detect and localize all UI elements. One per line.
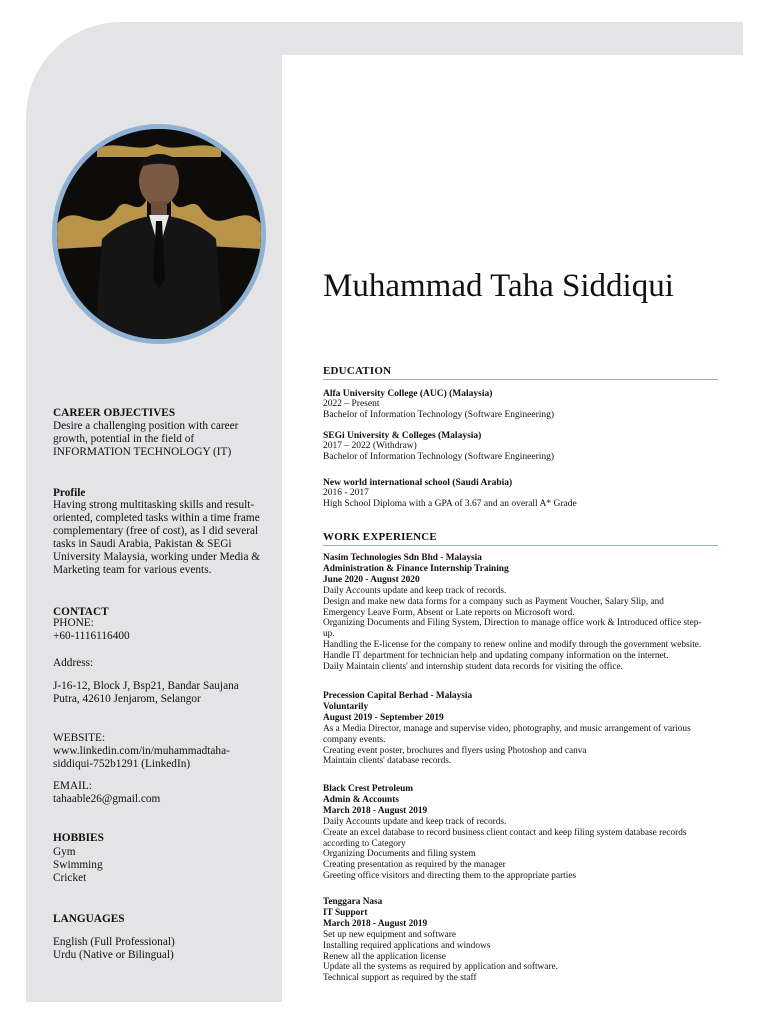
contact-phone: PHONE: +60-1116116400	[53, 617, 268, 643]
header-band	[282, 22, 743, 55]
job-entry-1: Nasim Technologies Sdn Bhd - Malaysia Administration & Finance Internship Training June 2020 - August 2020 Daily Accounts update and keep track of records. Design and make new data forms for a company such as Payment Voucher, Salary Slip, and Emergency Leave Form, Absent or Late reports on Microsoft word. Organizing Documents and Filing System, Direction to manage office work & Introduced office step- up. Handling the E-license for the company to renew online and modify through the government website. Handle IT department for technician help and updating company information on the internet. Daily Maintain clients' and internship student data records for visiting the office.	[323, 553, 702, 673]
linkedin-link-line-1[interactable]: www.linkedin.com/in/muhammadtaha-	[53, 745, 230, 757]
languages-list	[53, 936, 268, 962]
job-entry-3: Black Crest Petroleum Admin & Accounts March 2018 - August 2019 Daily Accounts update and keep track of records. Create an excel database to record business client contact and keep filing system database records according to Category Organizing Documents and filing system Creating presentation as required by the manager Greeting office visitors and directing them to the appropriate parties	[323, 784, 687, 882]
email-link[interactable]: tahaable26@gmail.com	[53, 793, 161, 805]
job-entry-4: Tenggara Nasa IT Support March 2018 - August 2019 Set up new equipment and software Installing required applications and windows Renew all the application license Update all the systems as required by application and software. Technical support as required by the staff	[323, 897, 558, 984]
career-objectives-heading: CAREER OBJECTIVES	[53, 407, 176, 420]
education-entry-1: Alfa University College (AUC) (Malaysia) 2022 – Present Bachelor of Information Technology (Software Engineering)	[323, 389, 555, 420]
list-item: Cricket	[53, 872, 87, 884]
list-item: Urdu (Native or Bilingual)	[53, 949, 174, 961]
contact-website: WEBSITE: www.linkedin.com/in/muhammadtaha- siddiqui-752b1291 (LinkedIn)	[53, 732, 268, 771]
linkedin-link-line-2[interactable]: siddiqui-752b1291 (LinkedIn)	[53, 758, 191, 770]
career-objectives-text: Desire a challenging position with career growth, potential in the field of INFORMATION TECHNOLOGY (IT)	[53, 420, 239, 458]
education-entry-2: SEGi University & Colleges (Malaysia) 2017 – 2022 (Withdraw) Bachelor of Information Technology (Software Engineering)	[323, 431, 555, 462]
contact-email: EMAIL: tahaable26@gmail.com	[53, 780, 268, 806]
contact-heading: CONTACT	[53, 606, 109, 619]
languages-heading: LANGUAGES	[53, 913, 125, 926]
list-item: Swimming	[53, 859, 103, 871]
profile-text: Having strong multitasking skills and result- oriented, completed tasks within a time frame complementary (free of cost), as I did several tasks in Saudi Arabia, Pakistan & SEGi University Malaysia, working under Media & Marketing team for various events.	[53, 499, 261, 576]
contact-address-lines: J-16-12, Block J, Bsp21, Bandar Saujana Putra, 42610 Jenjarom, Selangor	[53, 680, 239, 705]
contact-address: Address:	[53, 657, 94, 669]
list-item: English (Full Professional)	[53, 936, 175, 948]
work-experience-heading: WORK EXPERIENCE	[323, 531, 718, 546]
profile-photo	[52, 124, 266, 344]
education-heading: EDUCATION	[323, 365, 718, 380]
profile-heading: Profile	[53, 487, 86, 500]
hobbies-heading: HOBBIES	[53, 832, 104, 845]
job-entry-2: Precession Capital Berhad - Malaysia Voluntarily August 2019 - September 2019 As a Media Director, manage and supervise video, photography, and music arrangement of various company events. Creating event poster, brochures and flyers using Photoshop and canva Maintain clients' database records.	[323, 691, 691, 767]
hobbies-list	[53, 846, 268, 885]
education-entry-3: New world international school (Saudi Arabia) 2016 - 2017 High School Diploma with a GPA of 3.67 and an overall A* Grade	[323, 478, 577, 509]
list-item: Gym	[53, 846, 76, 858]
phone-number[interactable]: +60-1116116400	[53, 630, 130, 642]
candidate-name: Muhammad Taha Siddiqui	[323, 268, 674, 304]
profile-photo-illustration	[57, 129, 261, 339]
